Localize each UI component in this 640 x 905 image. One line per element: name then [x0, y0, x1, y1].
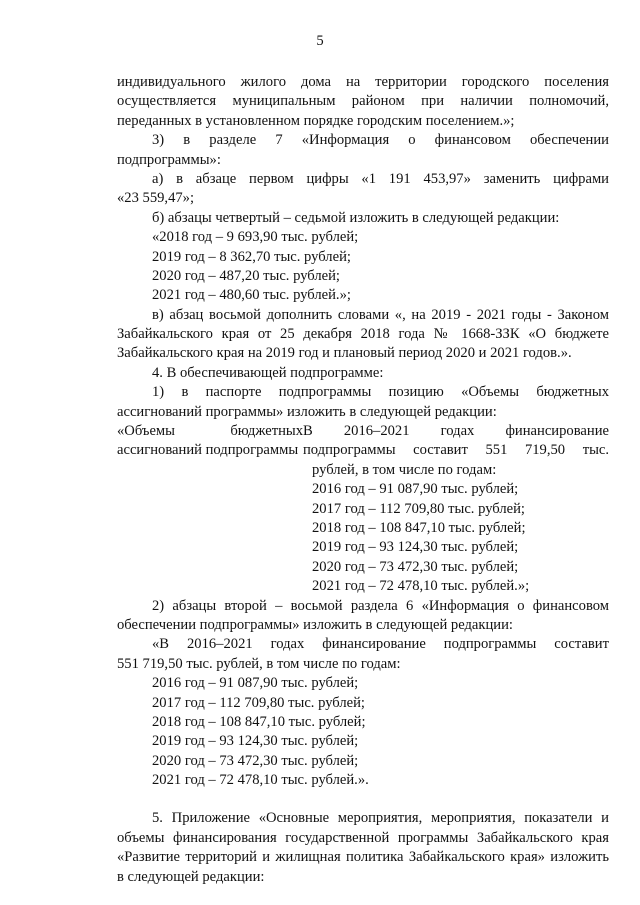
page-number: 5 [316, 33, 324, 49]
text-line: 2016 год – 91 087,90 тыс. рублей; [152, 675, 359, 692]
table-cell-right: 2019 год – 93 124,30 тыс. рублей; [312, 539, 519, 556]
paragraph-gap [117, 790, 609, 809]
text-line: Забайкальского края на 2019 год и плановый период 2020 и 2021 годов.». [117, 345, 572, 362]
text-line: 2021 год – 480,60 тыс. рублей.»; [152, 287, 351, 304]
text-line: 2020 год – 73 472,30 тыс. рублей; [152, 752, 359, 769]
text-line: «В 2016–2021 годах финансирование подпрограммы составит [152, 636, 609, 653]
text-line: 2017 год – 112 709,80 тыс. рублей; [152, 694, 365, 711]
table-cell-right: 2016 год – 91 087,90 тыс. рублей; [312, 481, 519, 498]
text-line: осуществляется муниципальным районом при наличии полномочий, [117, 93, 609, 110]
text-line: 2021 год – 72 478,10 тыс. рублей.». [152, 772, 369, 789]
text-line: «2018 год – 9 693,90 тыс. рублей; [152, 229, 359, 246]
text-line: «Развитие территорий и жилищная политика Забайкальского края» изложить [117, 849, 609, 866]
text-line: в) абзац восьмой дополнить словами «, на 2019 - 2021 годы - Законом [152, 306, 609, 323]
text-line: 551 719,50 тыс. рублей, в том числе по годам: [117, 655, 401, 672]
text-line: «23 559,47»; [117, 190, 195, 207]
text-line: индивидуального жилого дома на территории городского поселения [117, 74, 609, 90]
text-line: 2018 год – 108 847,10 тыс. рублей; [152, 713, 366, 730]
document-body [117, 73, 609, 887]
table-cell-right: 2020 год – 73 472,30 тыс. рублей; [312, 558, 519, 575]
table-cell-right: рублей, в том числе по годам: [312, 461, 497, 478]
text-line: в следующей редакции: [117, 868, 265, 885]
text-line: 2019 год – 8 362,70 тыс. рублей; [152, 248, 351, 265]
table-cell-right: 2018 год – 108 847,10 тыс. рублей; [312, 519, 526, 536]
text-line: объемы финансирования государственной программы Забайкальского края [117, 829, 609, 846]
text-line: 2) абзацы второй – восьмой раздела 6 «Информация о финансовом [152, 597, 609, 614]
table-cell-right: 2017 год – 112 709,80 тыс. рублей; [312, 500, 525, 517]
text-line: Забайкальского края от 25 декабря 2018 года № 1668-ЗЗК «О бюджете [117, 326, 609, 343]
table-cell-right: В 2016–2021 годах финансирование [303, 423, 609, 440]
text-line: подпрограммы»: [117, 151, 221, 168]
table-cell-left: ассигнований подпрограммы [117, 442, 299, 459]
section-heading: 4. В обеспечивающей подпрограмме: [152, 364, 384, 381]
passport-table-row [117, 422, 609, 441]
text-line: 2019 год – 93 124,30 тыс. рублей; [152, 733, 359, 750]
text-line: 2020 год – 487,20 тыс. рублей; [152, 267, 340, 284]
text-line: б) абзацы четвертый – седьмой изложить в следующей редакции: [152, 209, 560, 226]
text-line: 3) в разделе 7 «Информация о финансовом обеспечении [152, 132, 609, 149]
text-line: обеспечении подпрограммы» изложить в следующей редакции: [117, 616, 513, 633]
table-cell-right: 2021 год – 72 478,10 тыс. рублей.»; [312, 578, 530, 595]
passport-table-row [117, 441, 609, 460]
text-line: переданных в установленном порядке городским поселением.»; [117, 112, 515, 129]
table-cell-left: «Объемы бюджетных [117, 423, 303, 440]
text-line: а) в абзаце первом цифры «1 191 453,97» заменить цифрами [152, 170, 609, 187]
text-line: 1) в паспорте подпрограммы позицию «Объемы бюджетных [152, 384, 609, 401]
table-cell-right: подпрограммы составит 551 719,50 тыс. [303, 442, 609, 459]
section-heading: 5. Приложение «Основные мероприятия, мероприятия, показатели и [152, 810, 609, 827]
text-line: ассигнований программы» изложить в следующей редакции: [117, 403, 497, 420]
